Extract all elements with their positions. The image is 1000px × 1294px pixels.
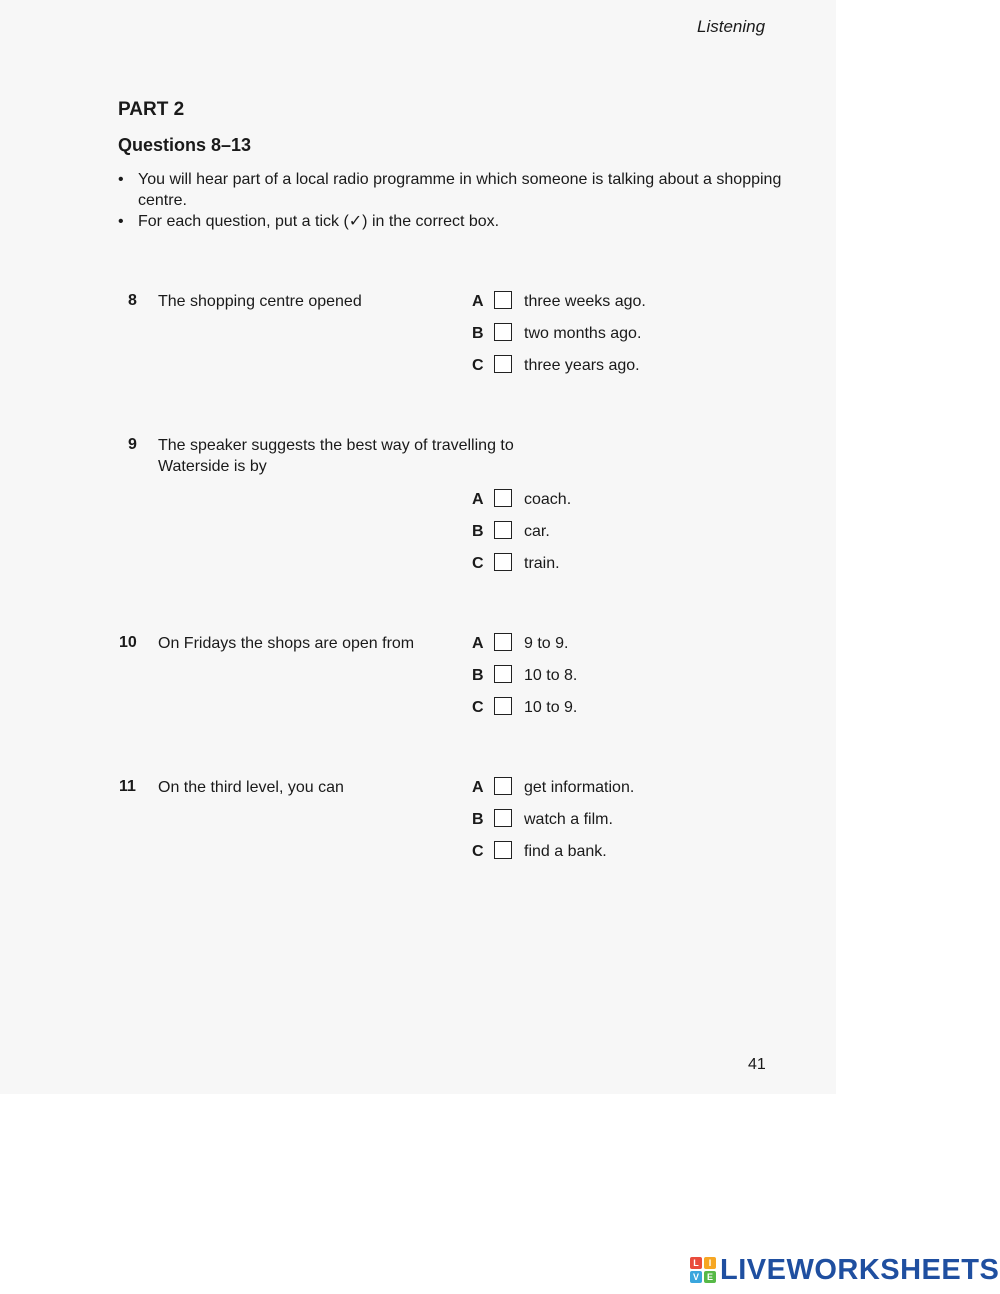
- option-letter: C: [472, 699, 484, 716]
- logo-tile: L: [690, 1257, 702, 1269]
- option-text: train.: [524, 555, 560, 572]
- tick-box[interactable]: [494, 489, 512, 507]
- option-text: watch a film.: [524, 811, 613, 828]
- liveworksheets-logo: [690, 1252, 999, 1288]
- option-letter: B: [472, 811, 484, 828]
- tick-box[interactable]: [494, 291, 512, 309]
- option-letter: A: [472, 635, 484, 652]
- question-text: On the third level, you can: [158, 779, 344, 796]
- option-text: three weeks ago.: [524, 293, 646, 310]
- tick-box[interactable]: [494, 841, 512, 859]
- question-text: The shopping centre opened: [158, 293, 362, 310]
- instruction-text: You will hear part of a local radio programme in which someone is talking about a shopping centre.: [138, 171, 782, 209]
- option-text: 10 to 9.: [524, 699, 578, 716]
- question-number: 11: [119, 778, 136, 795]
- question-number: 9: [128, 436, 137, 453]
- liveworksheets-logo-icon: [690, 1257, 716, 1283]
- option-letter: A: [472, 491, 484, 508]
- part-title: PART 2: [118, 99, 185, 120]
- option-letter: A: [472, 293, 484, 310]
- bullet-icon: •: [118, 171, 124, 188]
- instruction-text: For each question, put a tick (✓) in the correct box.: [138, 213, 500, 230]
- option-text: 9 to 9.: [524, 635, 569, 652]
- option-text: find a bank.: [524, 843, 607, 860]
- tick-box[interactable]: [494, 521, 512, 539]
- logo-tile: E: [704, 1271, 716, 1283]
- question-text: The speaker suggests the best way of travelling to Waterside is by: [158, 437, 514, 475]
- tick-box[interactable]: [494, 553, 512, 571]
- bullet-icon: •: [118, 213, 124, 230]
- option-letter: C: [472, 843, 484, 860]
- logo-text: LIVEWORKSHEETS: [720, 1253, 1000, 1286]
- option-text: car.: [524, 523, 550, 540]
- section-label: Listening: [697, 17, 766, 36]
- logo-tile: V: [690, 1271, 702, 1283]
- question-text: On Fridays the shops are open from: [158, 635, 415, 652]
- option-letter: B: [472, 667, 484, 684]
- tick-box[interactable]: [494, 355, 512, 373]
- option-text: two months ago.: [524, 325, 642, 342]
- option-text: get information.: [524, 779, 635, 796]
- question-number: 8: [128, 292, 137, 309]
- option-letter: B: [472, 325, 484, 342]
- question-number: 10: [119, 634, 137, 651]
- instruction-item: [118, 169, 818, 211]
- instruction-item: [118, 211, 818, 232]
- option-text: three years ago.: [524, 357, 640, 374]
- option-letter: C: [472, 555, 484, 572]
- tick-box[interactable]: [494, 697, 512, 715]
- page-number: 41: [748, 1056, 766, 1073]
- tick-box[interactable]: [494, 809, 512, 827]
- tick-box[interactable]: [494, 777, 512, 795]
- option-text: 10 to 8.: [524, 667, 578, 684]
- option-text: coach.: [524, 491, 572, 508]
- tick-box[interactable]: [494, 633, 512, 651]
- questions-range: Questions 8–13: [118, 135, 252, 155]
- option-letter: A: [472, 779, 484, 796]
- option-letter: B: [472, 523, 484, 540]
- option-letter: C: [472, 357, 484, 374]
- tick-box[interactable]: [494, 665, 512, 683]
- tick-box[interactable]: [494, 323, 512, 341]
- logo-tile: I: [704, 1257, 716, 1269]
